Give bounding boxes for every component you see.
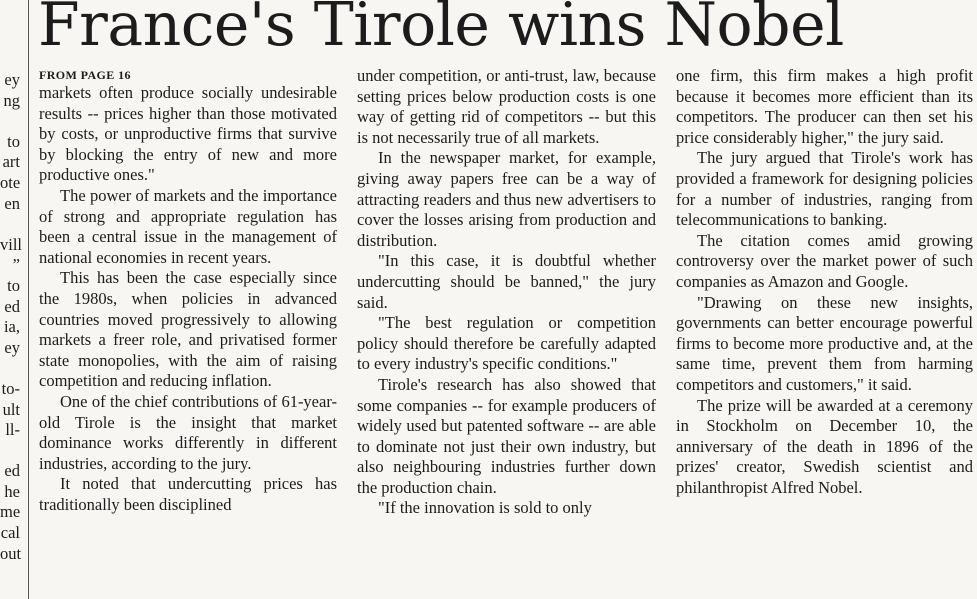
- fragment-line: ”: [12, 255, 20, 275]
- headline: France's Tirole wins Nobel: [38, 0, 844, 60]
- paragraph: It noted that undercutting prices has traditionally been disciplined: [39, 474, 337, 514]
- paragraph: "Drawing on these new insights, governments can better encourage powerful firms to become more productive and, at the same time, prevent them from harming competitors and customers," it said.: [676, 292, 973, 394]
- paragraph: under competition, or anti-trust, law, because setting prices below production costs is one way of getting rid of competitors -- but this is not necessarily true of all markets.: [357, 66, 656, 147]
- fragment-line: ult: [2, 399, 20, 419]
- fragment-line: to: [7, 275, 20, 295]
- paragraph: one firm, this firm makes a high profit because it becomes more efficient than its competitors. The producer can then set his price considerably higher," the jury said.: [676, 66, 973, 147]
- fragment-line: ed: [4, 461, 20, 481]
- fragment-line: en: [4, 193, 20, 213]
- fragment-line: [0, 358, 20, 379]
- continuation-kicker: FROM PAGE 16: [39, 68, 131, 82]
- paragraph: The power of markets and the importance of strong and appropriate regulation has been a central issue in the management of national economies in recent years.: [39, 185, 337, 267]
- paragraph: In the newspaper market, for example, giving away papers free can be a way of attracting readers and thus new advertisers to cover the losses arising from production and distribution.: [357, 148, 656, 250]
- previous-column-fragment: [0, 70, 23, 564]
- fragment-line: ia,: [3, 317, 20, 337]
- paragraph: The jury argued that Tirole's work has provided a framework for designing policies for a number of industries, ranging from telecommunications to banking.: [676, 148, 973, 230]
- fragment-line: ote: [0, 172, 21, 192]
- fragment-line: ey: [4, 337, 20, 357]
- fragment-line: [0, 214, 20, 235]
- fragment-line: [0, 111, 20, 132]
- paragraph: "The best regulation or competition policy should therefore be carefully adapted to every industry's specific conditions.": [357, 313, 656, 374]
- paragraph: "If the innovation is sold to only: [378, 498, 592, 518]
- article-column-1: [39, 66, 337, 515]
- fragment-line: ng: [3, 90, 20, 110]
- article-column-2: [357, 66, 656, 519]
- fragment-line: me: [0, 502, 21, 522]
- paragraph: One of the chief contributions of 61-year-old Tirole is the insight that market dominance works differently in different industries, according to the jury.: [39, 391, 337, 473]
- fragment-line: he: [4, 481, 20, 501]
- fragment-line: ll-: [5, 420, 20, 440]
- paragraph: The prize will be awarded at a ceremony in Stockholm on December 10, the anniversary of the death in 1896 of the prizes' creator, Swedish scientist and philanthropist Alfred Nobel.: [676, 395, 973, 497]
- fragment-line: to: [7, 131, 20, 151]
- fragment-line: vill: [0, 234, 23, 254]
- paragraph: markets often produce socially undesirable results -- prices higher than those motivated by costs, or unproductive firms that survive by blocking the entry of new and more productive ones.": [39, 83, 337, 185]
- paragraph: Tirole's research has also showed that some companies -- for example producers of widely used but patented software -- are able to dominate not just their own industry, but also neighbouring industries further down the production chain.: [357, 374, 656, 497]
- fragment-line: cal: [0, 523, 20, 543]
- article-column-3: [676, 66, 973, 498]
- paragraph: The citation comes amid growing controversy over the market power of such companies as Amazon and Google.: [676, 230, 973, 291]
- fragment-line: ey: [4, 70, 20, 89]
- paragraph: "In this case, it is doubtful whether undercutting should be banned," the jury said.: [357, 251, 656, 312]
- fragment-line: ed: [4, 296, 20, 316]
- fragment-line: out: [0, 543, 22, 563]
- column-rule: [28, 0, 29, 599]
- fragment-line: to-: [1, 378, 20, 398]
- paragraph: This has been the case especially since the 1980s, when policies in advanced countries moved progressively to allowing markets a freer role, and privatised former state monopolies, with the aim of raising competition and reducing inflation.: [39, 268, 337, 391]
- fragment-line: [0, 441, 20, 462]
- fragment-line: art: [2, 152, 20, 172]
